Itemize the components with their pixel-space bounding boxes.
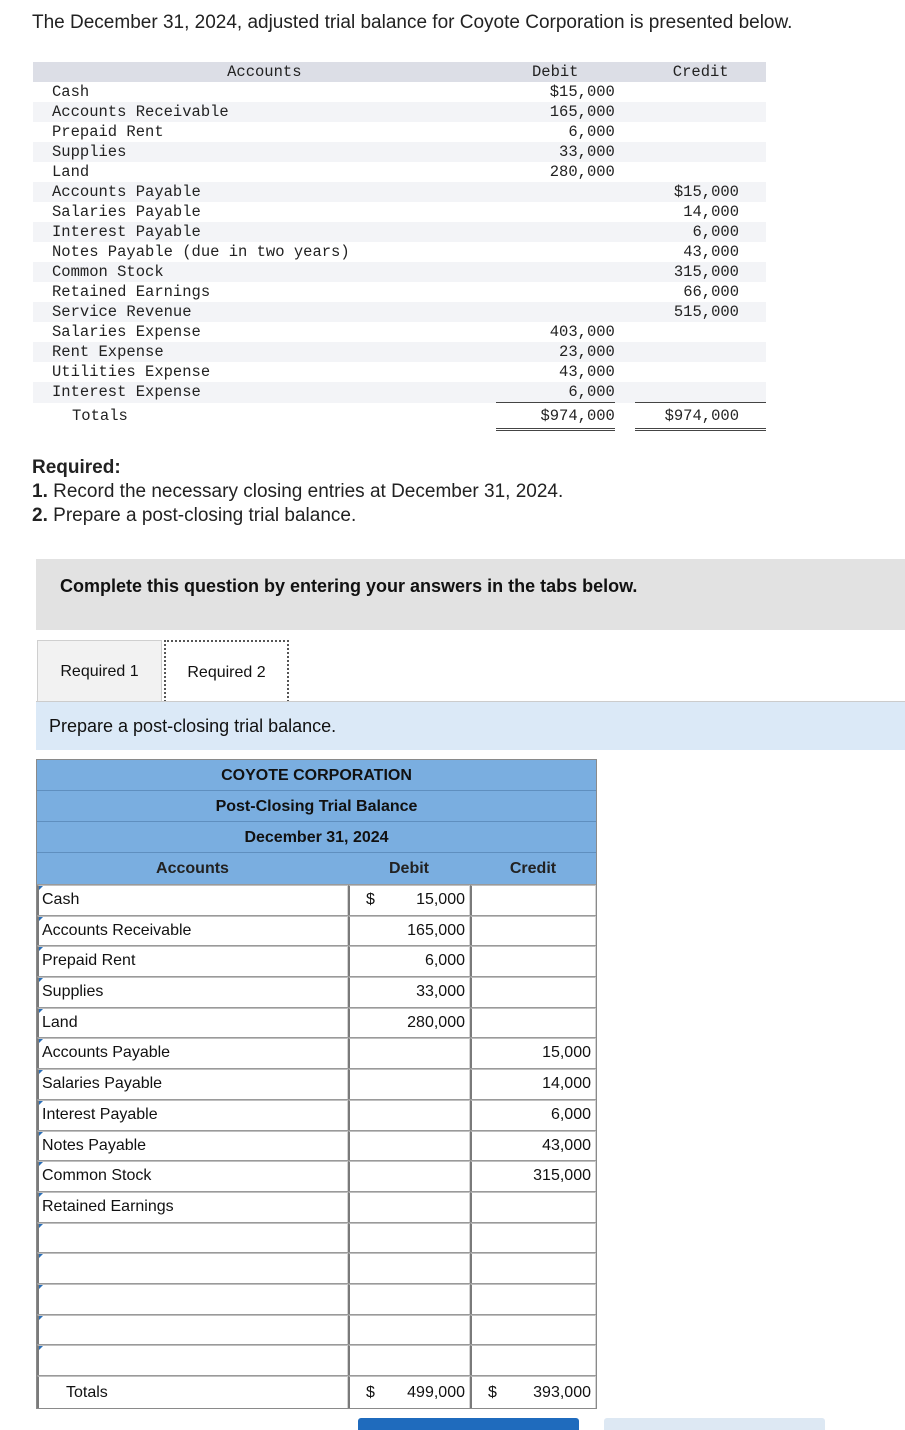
tab-required-2[interactable]: Required 2 xyxy=(164,640,289,702)
debit-input[interactable] xyxy=(348,916,470,946)
account-value: Accounts Receivable xyxy=(42,921,192,939)
table-row xyxy=(37,1252,596,1283)
debit-input[interactable] xyxy=(348,1008,470,1038)
atb-gap xyxy=(615,322,636,342)
atb-credit: 43,000 xyxy=(635,242,766,262)
atb-gap xyxy=(615,142,636,162)
dropdown-marker-icon xyxy=(39,1009,43,1013)
account-input[interactable] xyxy=(37,1284,348,1314)
tab-instruction: Prepare a post-closing trial balance. xyxy=(36,702,905,750)
table-row xyxy=(37,1130,596,1161)
required-item-2 xyxy=(32,504,563,528)
atb-credit: 66,000 xyxy=(635,282,766,302)
atb-row xyxy=(33,222,766,242)
totals-row xyxy=(37,1375,596,1408)
atb-debit: 43,000 xyxy=(496,362,615,382)
atb-row xyxy=(33,242,766,262)
table-row xyxy=(37,1099,596,1130)
atb-gap xyxy=(615,122,636,142)
totals-label: Totals xyxy=(37,1376,348,1408)
atb-credit: $15,000 xyxy=(635,182,766,202)
atb-totals-debit: $974,000 xyxy=(496,403,615,430)
atb-debit: 403,000 xyxy=(496,322,615,342)
debit-currency: $ xyxy=(366,891,375,908)
atb-debit xyxy=(496,262,615,282)
atb-credit xyxy=(635,82,766,102)
debit-input[interactable] xyxy=(348,1345,470,1375)
debit-value: 6,000 xyxy=(424,952,465,970)
tab-required-1[interactable]: Required 1 xyxy=(37,640,162,702)
atb-gap xyxy=(615,262,636,282)
atb-gap xyxy=(615,302,636,322)
account-value: Salaries Payable xyxy=(42,1075,163,1093)
credit-input[interactable] xyxy=(470,1038,596,1068)
atb-totals-credit: $974,000 xyxy=(635,403,766,430)
table-row xyxy=(37,1160,596,1191)
atb-row xyxy=(33,322,766,342)
atb-totals-gap xyxy=(615,403,636,430)
atb-gap xyxy=(615,82,636,102)
totals-credit-input[interactable] xyxy=(470,1376,596,1408)
atb-credit xyxy=(635,142,766,162)
account-value: Cash xyxy=(42,891,80,908)
account-input[interactable] xyxy=(37,916,348,946)
account-input[interactable] xyxy=(37,1223,348,1253)
atb-debit: 6,000 xyxy=(496,382,615,403)
atb-header-debit: Debit xyxy=(496,62,615,82)
credit-value: 14,000 xyxy=(542,1075,591,1093)
atb-account: Accounts Receivable xyxy=(33,102,496,122)
required-item-1 xyxy=(32,480,563,504)
atb-debit: 165,000 xyxy=(496,102,615,122)
account-value: Accounts Payable xyxy=(42,1044,171,1062)
atb-gap xyxy=(615,362,636,382)
credit-input[interactable] xyxy=(470,977,596,1007)
intro-text: The December 31, 2024, adjusted trial balance for Coyote Corporation is presented below. xyxy=(32,12,793,33)
debit-input[interactable] xyxy=(348,1284,470,1314)
atb-account: Notes Payable (due in two years) xyxy=(33,242,496,262)
dropdown-marker-icon xyxy=(39,1224,43,1228)
statement-title: Post-Closing Trial Balance xyxy=(37,791,596,822)
account-value: Retained Earnings xyxy=(42,1197,174,1215)
credit-input[interactable] xyxy=(470,916,596,946)
atb-row xyxy=(33,362,766,382)
dropdown-marker-icon xyxy=(39,978,43,982)
dropdown-marker-icon xyxy=(39,1285,43,1289)
atb-gap xyxy=(615,202,636,222)
atb-credit: 515,000 xyxy=(635,302,766,322)
column-header-row xyxy=(37,853,596,884)
post-closing-trial-balance xyxy=(36,759,597,1409)
atb-credit xyxy=(635,342,766,362)
table-row xyxy=(37,1344,596,1375)
account-input[interactable] xyxy=(37,1069,348,1099)
credit-input[interactable] xyxy=(470,1253,596,1283)
debit-value: 280,000 xyxy=(407,1013,465,1031)
credit-value: 15,000 xyxy=(542,1044,591,1062)
atb-gap xyxy=(615,222,636,242)
totals-debit-input[interactable] xyxy=(348,1376,470,1408)
atb-row xyxy=(33,142,766,162)
atb-account: Salaries Payable xyxy=(33,202,496,222)
atb-totals-row xyxy=(33,403,766,430)
debit-input[interactable] xyxy=(348,1069,470,1099)
atb-debit: 23,000 xyxy=(496,342,615,362)
column-header-credit: Credit xyxy=(509,860,557,877)
account-input[interactable] xyxy=(37,1131,348,1161)
debit-input[interactable] xyxy=(348,1161,470,1191)
debit-input[interactable] xyxy=(348,1100,470,1130)
atb-account: Utilities Expense xyxy=(33,362,496,382)
atb-credit xyxy=(635,162,766,182)
atb-row xyxy=(33,282,766,302)
atb-debit: 280,000 xyxy=(496,162,615,182)
atb-row xyxy=(33,382,766,403)
atb-gap xyxy=(615,102,636,122)
atb-account: Interest Expense xyxy=(33,382,496,403)
account-value: Supplies xyxy=(42,983,104,1001)
atb-header-gap xyxy=(615,62,636,82)
dropdown-marker-icon xyxy=(39,1346,43,1350)
table-row xyxy=(37,976,596,1007)
account-value: Interest Payable xyxy=(42,1105,158,1123)
required-item-2-text: Prepare a post-closing trial balance. xyxy=(53,505,357,526)
atb-header-credit: Credit xyxy=(635,62,766,82)
atb-debit: 33,000 xyxy=(496,142,615,162)
table-row xyxy=(37,1222,596,1253)
account-input[interactable] xyxy=(37,1008,348,1038)
account-input[interactable] xyxy=(37,1345,348,1375)
atb-debit xyxy=(496,202,615,222)
atb-credit: 315,000 xyxy=(635,262,766,282)
debit-input[interactable] xyxy=(348,946,470,976)
debit-value: 15,000 xyxy=(416,891,465,908)
atb-debit: $15,000 xyxy=(496,82,615,102)
dropdown-marker-icon xyxy=(39,1039,43,1043)
atb-gap xyxy=(615,382,636,403)
atb-debit xyxy=(496,302,615,322)
credit-value: 43,000 xyxy=(542,1136,591,1154)
adjusted-trial-balance-table xyxy=(33,62,766,431)
credit-input[interactable] xyxy=(470,1223,596,1253)
totals-debit-currency: $ xyxy=(366,1384,375,1401)
credit-input[interactable] xyxy=(470,1161,596,1191)
atb-gap xyxy=(615,162,636,182)
table-row xyxy=(37,1314,596,1345)
atb-gap xyxy=(615,282,636,302)
dropdown-marker-icon xyxy=(39,1162,43,1166)
required-item-2-num: 2. xyxy=(32,505,48,526)
debit-input[interactable] xyxy=(348,1192,470,1222)
atb-header-accounts: Accounts xyxy=(33,62,496,82)
atb-account: Supplies xyxy=(33,142,496,162)
dropdown-marker-icon xyxy=(39,1132,43,1136)
column-header-debit: Debit xyxy=(389,860,429,877)
account-input[interactable] xyxy=(37,885,348,915)
atb-gap xyxy=(615,242,636,262)
atb-credit xyxy=(635,382,766,403)
credit-value: 6,000 xyxy=(550,1105,591,1123)
credit-input[interactable] xyxy=(470,1345,596,1375)
dropdown-marker-icon xyxy=(39,1193,43,1197)
required-section xyxy=(32,456,563,528)
account-input[interactable] xyxy=(37,946,348,976)
credit-input[interactable] xyxy=(470,1131,596,1161)
table-row xyxy=(37,884,596,915)
totals-debit-value: 499,000 xyxy=(407,1384,465,1401)
atb-account: Interest Payable xyxy=(33,222,496,242)
debit-input[interactable] xyxy=(348,885,470,915)
debit-value: 165,000 xyxy=(407,921,465,939)
atb-account: Salaries Expense xyxy=(33,322,496,342)
instructions-banner: Complete this question by entering your answers in the tabs below. xyxy=(36,559,905,630)
dropdown-marker-icon xyxy=(39,886,43,890)
atb-debit xyxy=(496,222,615,242)
account-input[interactable] xyxy=(37,1038,348,1068)
post-closing-rows xyxy=(37,884,596,1375)
dropdown-marker-icon xyxy=(39,1316,43,1320)
atb-gap xyxy=(615,342,636,362)
credit-input[interactable] xyxy=(470,1315,596,1345)
account-input[interactable] xyxy=(37,977,348,1007)
credit-input[interactable] xyxy=(470,946,596,976)
atb-account: Service Revenue xyxy=(33,302,496,322)
atb-debit xyxy=(496,282,615,302)
debit-input[interactable] xyxy=(348,1315,470,1345)
atb-credit: 14,000 xyxy=(635,202,766,222)
atb-gap xyxy=(615,182,636,202)
statement-date: December 31, 2024 xyxy=(37,822,596,853)
atb-account: Prepaid Rent xyxy=(33,122,496,142)
debit-input[interactable] xyxy=(348,1131,470,1161)
atb-row xyxy=(33,342,766,362)
atb-row xyxy=(33,122,766,142)
atb-row xyxy=(33,162,766,182)
account-value: Notes Payable xyxy=(42,1136,147,1154)
atb-row xyxy=(33,182,766,202)
debit-input[interactable] xyxy=(348,1223,470,1253)
atb-row xyxy=(33,102,766,122)
table-row xyxy=(37,1191,596,1222)
table-row xyxy=(37,1037,596,1068)
table-row xyxy=(37,1283,596,1314)
dropdown-marker-icon xyxy=(39,1254,43,1258)
atb-credit xyxy=(635,122,766,142)
atb-header-row xyxy=(33,62,766,82)
table-row xyxy=(37,1068,596,1099)
prev-button[interactable] xyxy=(358,1418,579,1430)
dropdown-marker-icon xyxy=(39,1101,43,1105)
atb-account: Common Stock xyxy=(33,262,496,282)
credit-input[interactable] xyxy=(470,1008,596,1038)
credit-input[interactable] xyxy=(470,1192,596,1222)
credit-input[interactable] xyxy=(470,1100,596,1130)
required-item-1-text: Record the necessary closing entries at December 31, 2024. xyxy=(53,481,564,502)
debit-input[interactable] xyxy=(348,1253,470,1283)
atb-row xyxy=(33,202,766,222)
account-input[interactable] xyxy=(37,1315,348,1345)
account-input[interactable] xyxy=(37,1100,348,1130)
account-value: Land xyxy=(42,1013,78,1031)
totals-credit-value: 393,000 xyxy=(533,1384,591,1401)
atb-account: Land xyxy=(33,162,496,182)
dropdown-marker-icon xyxy=(39,947,43,951)
credit-input[interactable] xyxy=(470,1069,596,1099)
atb-row xyxy=(33,82,766,102)
atb-row xyxy=(33,262,766,282)
credit-value: 315,000 xyxy=(533,1167,591,1185)
account-value: Common Stock xyxy=(42,1167,152,1185)
atb-account: Accounts Payable xyxy=(33,182,496,202)
account-value: Prepaid Rent xyxy=(42,952,136,970)
atb-credit: 6,000 xyxy=(635,222,766,242)
atb-row xyxy=(33,302,766,322)
account-input[interactable] xyxy=(37,1161,348,1191)
credit-input[interactable] xyxy=(470,885,596,915)
table-row xyxy=(37,915,596,946)
atb-debit: 6,000 xyxy=(496,122,615,142)
required-heading: Required: xyxy=(32,457,121,478)
dropdown-marker-icon xyxy=(39,1070,43,1074)
dropdown-marker-icon xyxy=(39,917,43,921)
account-input[interactable] xyxy=(37,1192,348,1222)
required-item-1-num: 1. xyxy=(32,481,48,502)
credit-input[interactable] xyxy=(470,1284,596,1314)
debit-input[interactable] xyxy=(348,1038,470,1068)
table-row xyxy=(37,945,596,976)
atb-credit xyxy=(635,102,766,122)
account-input[interactable] xyxy=(37,1253,348,1283)
atb-credit xyxy=(635,322,766,342)
next-button[interactable] xyxy=(604,1418,825,1430)
debit-value: 33,000 xyxy=(416,983,465,1001)
debit-input[interactable] xyxy=(348,977,470,1007)
company-name: COYOTE CORPORATION xyxy=(37,760,596,791)
table-row xyxy=(37,1007,596,1038)
atb-debit xyxy=(496,182,615,202)
column-header-accounts: Accounts xyxy=(156,860,229,877)
atb-account: Rent Expense xyxy=(33,342,496,362)
atb-debit xyxy=(496,242,615,262)
atb-credit xyxy=(635,362,766,382)
atb-account: Retained Earnings xyxy=(33,282,496,302)
totals-credit-currency: $ xyxy=(488,1384,497,1401)
atb-account: Cash xyxy=(33,82,496,102)
atb-totals-label: Totals xyxy=(33,403,496,430)
